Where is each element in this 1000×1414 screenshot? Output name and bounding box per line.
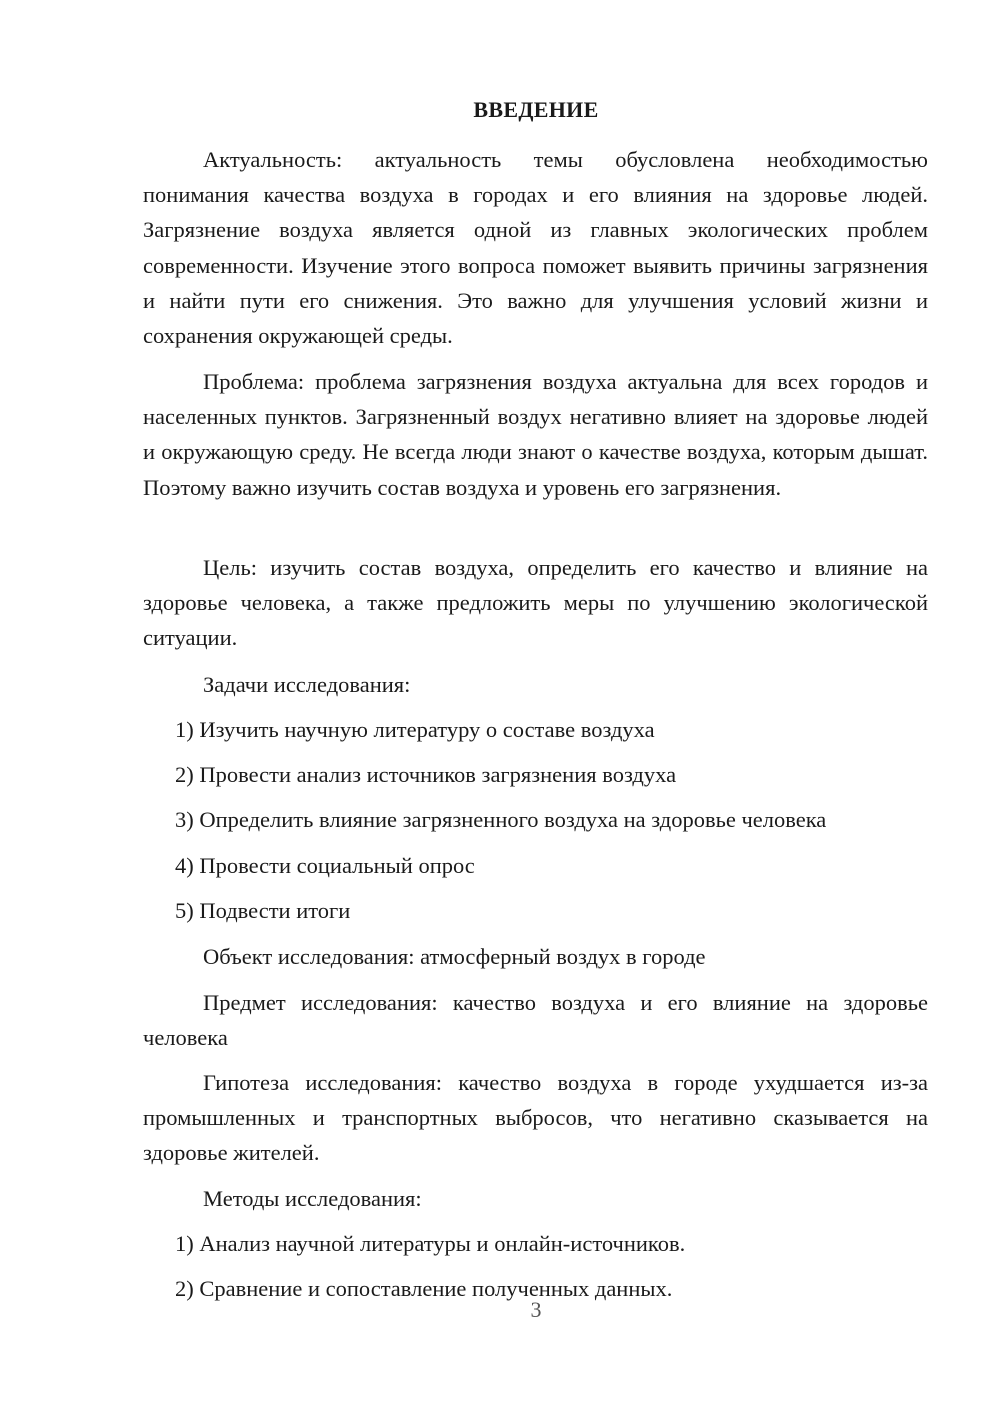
- object-paragraph: Объект исследования: атмосферный воздух в городе: [203, 944, 706, 969]
- problem-paragraph: Проблема: проблема загрязнения воздуха актуальна для всех городов и населенных пунктов. Загрязненный воздух негативно влияет на здоровье людей и окружающую среду. Не всегда люди знают о качестве воздуха, которым дышат. Поэтому важно изучить состав воздуха и уровень его загрязнения.: [143, 369, 928, 500]
- task-item-2: 2) Провести анализ источников загрязнения воздуха: [175, 762, 677, 787]
- subject-paragraph: Предмет исследования: качество воздуха и его влияние на здоровье человека: [143, 990, 928, 1051]
- methods-heading: Методы исследования:: [203, 1186, 422, 1211]
- page-title: ВВЕДЕНИЕ: [473, 97, 599, 122]
- task-item-5: 5) Подвести итоги: [175, 898, 351, 923]
- task-item-4: 4) Провести социальный опрос: [175, 853, 475, 878]
- goal-paragraph: Цель: изучить состав воздуха, определить его качество и влияние на здоровье человека, а также предложить меры по улучшению экологической ситуации.: [143, 555, 928, 651]
- method-item-1: 1) Анализ научной литературы и онлайн-источников.: [175, 1231, 686, 1256]
- tasks-heading: Задачи исследования:: [203, 672, 411, 697]
- method-item-2: 2) Сравнение и сопоставление полученных данных.: [175, 1276, 673, 1301]
- task-item-1: 1) Изучить научную литературу о составе воздуха: [175, 717, 655, 742]
- relevance-paragraph: Актуальность: актуальность темы обусловлена необходимостью понимания качества воздуха в городах и его влияния на здоровье людей. Загрязнение воздуха является одной из главных экологических проблем современности. Изучение этого вопроса поможет выявить причины загрязнения и найти пути его снижения. Это важно для улучшения условий жизни и сохранения окружающей среды.: [143, 147, 928, 349]
- page-number: 3: [530, 1297, 542, 1322]
- hypothesis-paragraph: Гипотеза исследования: качество воздуха в городе ухудшается из-за промышленных и транспортных выбросов, что негативно сказывается на здоровье жителей.: [143, 1070, 928, 1166]
- task-item-3: 3) Определить влияние загрязненного воздуха на здоровье человека: [175, 807, 827, 832]
